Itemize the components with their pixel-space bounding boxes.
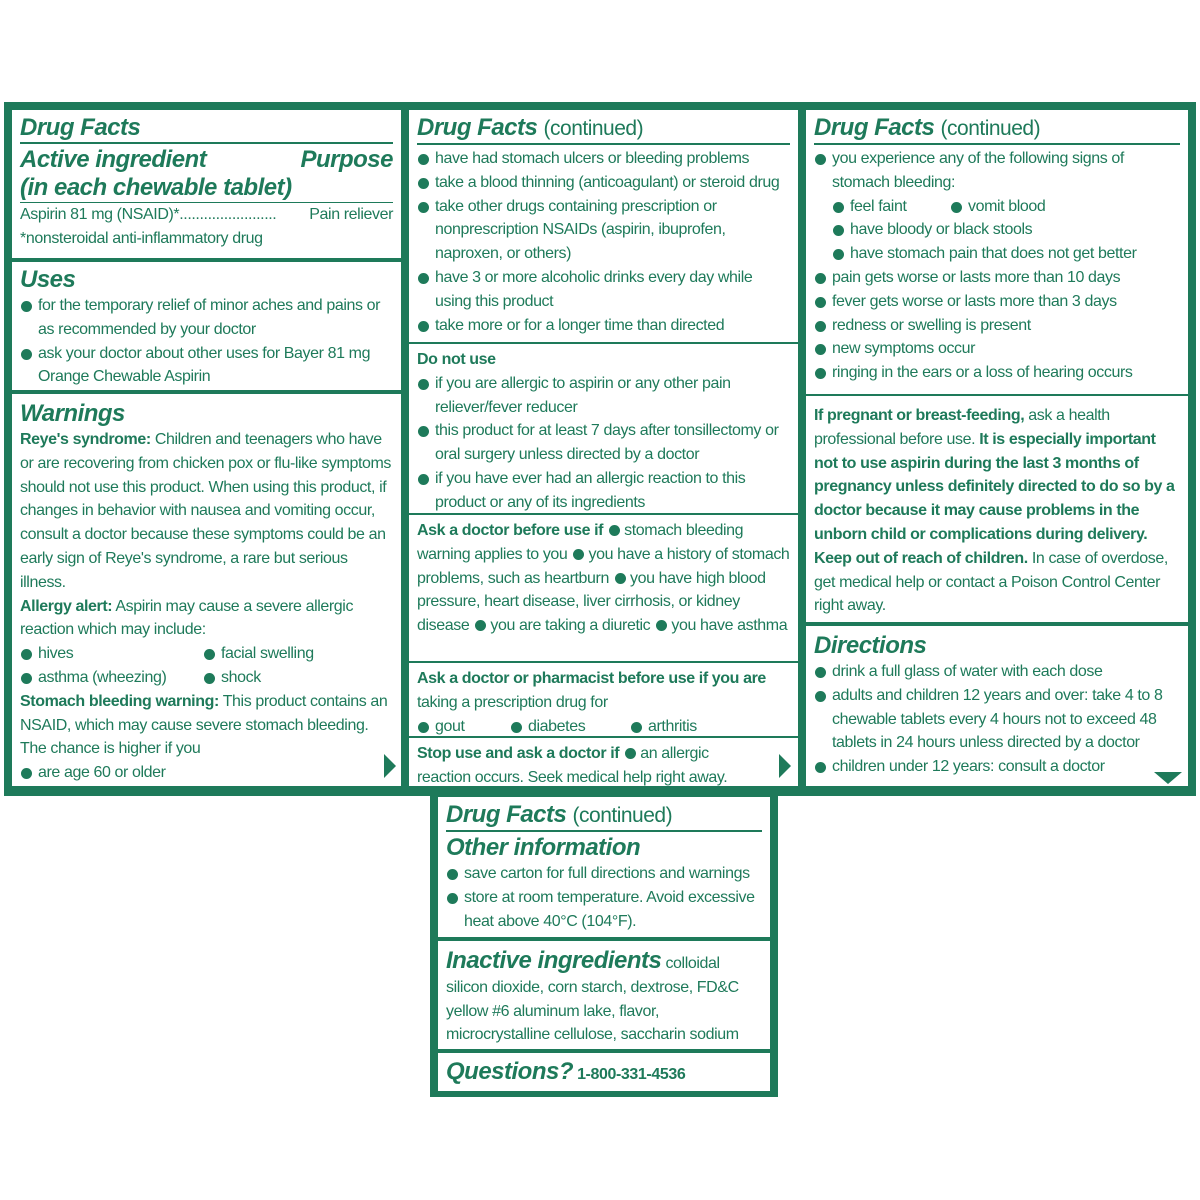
ask-doctor-item: you have a history of stomach problems, such as heartburn: [417, 545, 790, 587]
allergy-text: Aspirin may cause a severe allergic reaction which may include:: [20, 597, 354, 639]
drug-facts-title: Drug Facts: [20, 114, 393, 144]
ingredient-dots: ........................: [179, 206, 277, 223]
ask-doctor-item: you have asthma: [671, 617, 788, 635]
warning-item: take more or for a longer time than directed: [417, 314, 790, 338]
stop-use-text: reaction occurs. Seek medical help right away.: [417, 768, 728, 786]
stomach-item: are age 60 or older: [20, 761, 393, 785]
bottom-panel: [438, 797, 770, 1091]
reyes-text: Children and teenagers who have or are recovering from chicken pox or flu-like symptoms should not use this product. When using this product, if changes in behavior with nausea and vomiting occur, consult a doctor because these symptoms could be an early sign of Reye's syndrome, a rare but serious illness.: [20, 431, 392, 591]
continue-arrow-icon: [384, 754, 396, 778]
bleeding-sign: vomit blood: [950, 195, 1045, 219]
allergy-label: Allergy alert:: [20, 597, 113, 615]
direction-item: adults and children 12 years and over: take 4 to 8 chewable tablets every 4 hours not to exceed 48 tablets in 24 hours unless directed by a doctor: [814, 684, 1180, 755]
bleeding-sign: feel faint: [832, 195, 950, 219]
stop-use-item: pain gets worse or lasts more than 10 days: [814, 266, 1180, 290]
continued-label: (continued): [940, 117, 1041, 140]
do-not-use-item: if you are allergic to aspirin or any other pain reliever/fever reducer: [417, 372, 790, 420]
ask-pharmacist-item: gout: [417, 715, 510, 739]
drug-facts-title: Drug Facts: [417, 114, 538, 141]
ask-doctor-title: Ask a doctor before use if: [417, 522, 604, 539]
keep-out-text: In case of overdose, get medical help or contact a Poison Control Center right away.: [814, 549, 1168, 615]
active-ingredient-title: Active ingredient: [20, 146, 207, 173]
direction-item: children under 12 years: consult a doctor: [814, 755, 1180, 779]
uses-section: [12, 262, 401, 388]
do-not-use-item: if you have ever had an allergic reaction to this product or any of its ingredients: [417, 467, 790, 515]
ask-doctor-section: [409, 515, 798, 661]
allergy-item: hives: [20, 642, 203, 666]
pregnant-warning: It is especially important not to use aspirin during the last 3 months of pregnancy unless definitely directed to do so by a doctor because it may cause problems in the unborn child or complications during delivery.: [814, 430, 1175, 543]
direction-item: drink a full glass of water with each dose: [814, 660, 1180, 684]
continue-down-arrow-icon: [1154, 772, 1182, 784]
questions-title: Questions?: [446, 1058, 574, 1085]
bleeding-sign: have stomach pain that does not get better: [832, 242, 1180, 266]
ask-doctor-item: you are taking a diuretic: [490, 617, 651, 635]
inactive-ingredients-title: Inactive ingredients: [446, 947, 662, 974]
do-not-use-item: this product for at least 7 days after tonsillectomy or oral surgery unless directed by a doctor: [417, 419, 790, 467]
questions-section: [438, 1054, 770, 1091]
drug-facts-title: Drug Facts: [814, 114, 935, 141]
column-3: [806, 110, 1188, 786]
other-info-section: [438, 797, 770, 937]
uses-item: for the temporary relief of minor aches and pains or as recommended by your doctor: [20, 294, 393, 342]
warnings-continued-section: [409, 110, 798, 342]
active-ingredient-subtitle: (in each chewable tablet): [20, 174, 292, 201]
do-not-use-section: [409, 344, 798, 514]
ask-pharmacist-item: diabetes: [510, 715, 630, 739]
directions-section: [806, 628, 1188, 786]
stomach-text: This product contains an NSAID, which may cause severe stomach bleeding. The chance is higher if you: [20, 692, 388, 758]
other-info-item: store at room temperature. Avoid excessive heat above 40°C (104°F).: [446, 886, 762, 934]
continue-arrow-icon: [779, 754, 791, 778]
active-ingredient-section: [12, 110, 401, 256]
stop-use-continued-section: [806, 110, 1188, 392]
other-info-title: Other information: [446, 834, 641, 861]
inactive-ingredients-section: [438, 943, 770, 1049]
stop-use-title: Stop use and ask a doctor if: [417, 745, 620, 762]
uses-title: Uses: [20, 266, 76, 293]
pregnant-label: If pregnant or breast-feeding,: [814, 407, 1025, 424]
ingredient-line: Aspirin 81 mg (NSAID)*: [20, 206, 180, 223]
allergy-item: shock: [203, 666, 261, 690]
stop-use-item: redness or swelling is present: [814, 314, 1180, 338]
keep-out-label: Keep out of reach of children.: [814, 549, 1028, 567]
warning-item: take a blood thinning (anticoagulant) or steroid drug: [417, 171, 790, 195]
warnings-section: [12, 396, 401, 786]
ask-pharmacist-item: arthritis: [630, 715, 697, 739]
ask-pharmacist-section: [409, 663, 798, 737]
uses-item: ask your doctor about other uses for Bayer 81 mg Orange Chewable Aspirin: [20, 342, 393, 390]
pregnant-text: ask a health professional before use.: [814, 407, 1110, 448]
pregnancy-section: [806, 400, 1188, 620]
ingredient-purpose: Pain reliever: [309, 206, 393, 223]
column-1: [12, 110, 401, 786]
stop-use-section: [409, 738, 798, 786]
stop-use-item: ringing in the ears or a loss of hearing occurs: [814, 361, 1180, 385]
stop-use-item: fever gets worse or lasts more than 3 days: [814, 290, 1180, 314]
do-not-use-title: Do not use: [417, 351, 496, 368]
warnings-title: Warnings: [20, 400, 125, 427]
warning-item: take other drugs containing prescription or nonprescription NSAIDs (aspirin, ibuprofen, naproxen, or others): [417, 195, 790, 266]
reyes-label: Reye's syndrome:: [20, 431, 151, 448]
bleeding-sign: have bloody or black stools: [832, 218, 1180, 242]
continued-label: (continued): [543, 117, 644, 140]
warning-item: have 3 or more alcoholic drinks every day while using this product: [417, 266, 790, 314]
questions-phone: 1-800-331-4536: [577, 1066, 686, 1083]
continued-label: (continued): [572, 804, 673, 827]
stop-use-text: an allergic: [640, 745, 709, 762]
stop-use-item: new symptoms occur: [814, 337, 1180, 361]
allergy-item: asthma (wheezing): [20, 666, 203, 690]
ask-pharmacist-title: Ask a doctor or pharmacist before use if you are: [417, 670, 766, 687]
stomach-label: Stomach bleeding warning:: [20, 692, 219, 710]
other-info-item: save carton for full directions and warnings: [446, 862, 762, 886]
allergy-item: facial swelling: [203, 642, 314, 666]
drug-facts-title: Drug Facts: [446, 801, 567, 828]
column-2: [409, 110, 798, 786]
ask-doctor-item: stomach bleeding warning applies to you: [417, 522, 744, 563]
stop-use-item: you experience any of the following signs of stomach bleeding:: [814, 147, 1180, 195]
warning-item: have had stomach ulcers or bleeding problems: [417, 147, 790, 171]
purpose-title: Purpose: [300, 146, 393, 173]
ask-doctor-item: you have high blood pressure, heart disease, liver cirrhosis, or kidney disease: [417, 569, 766, 635]
nsaid-footnote: *nonsteroidal anti-inflammatory drug: [20, 229, 263, 247]
inactive-ingredients-text: colloidal silicon dioxide, corn starch, dextrose, FD&C yellow #6 aluminum lake, flavor, microcrystalline cellulose, saccharin sodium: [446, 955, 739, 1044]
directions-title: Directions: [814, 632, 927, 659]
ask-pharmacist-text: taking a prescription drug for: [417, 693, 608, 711]
